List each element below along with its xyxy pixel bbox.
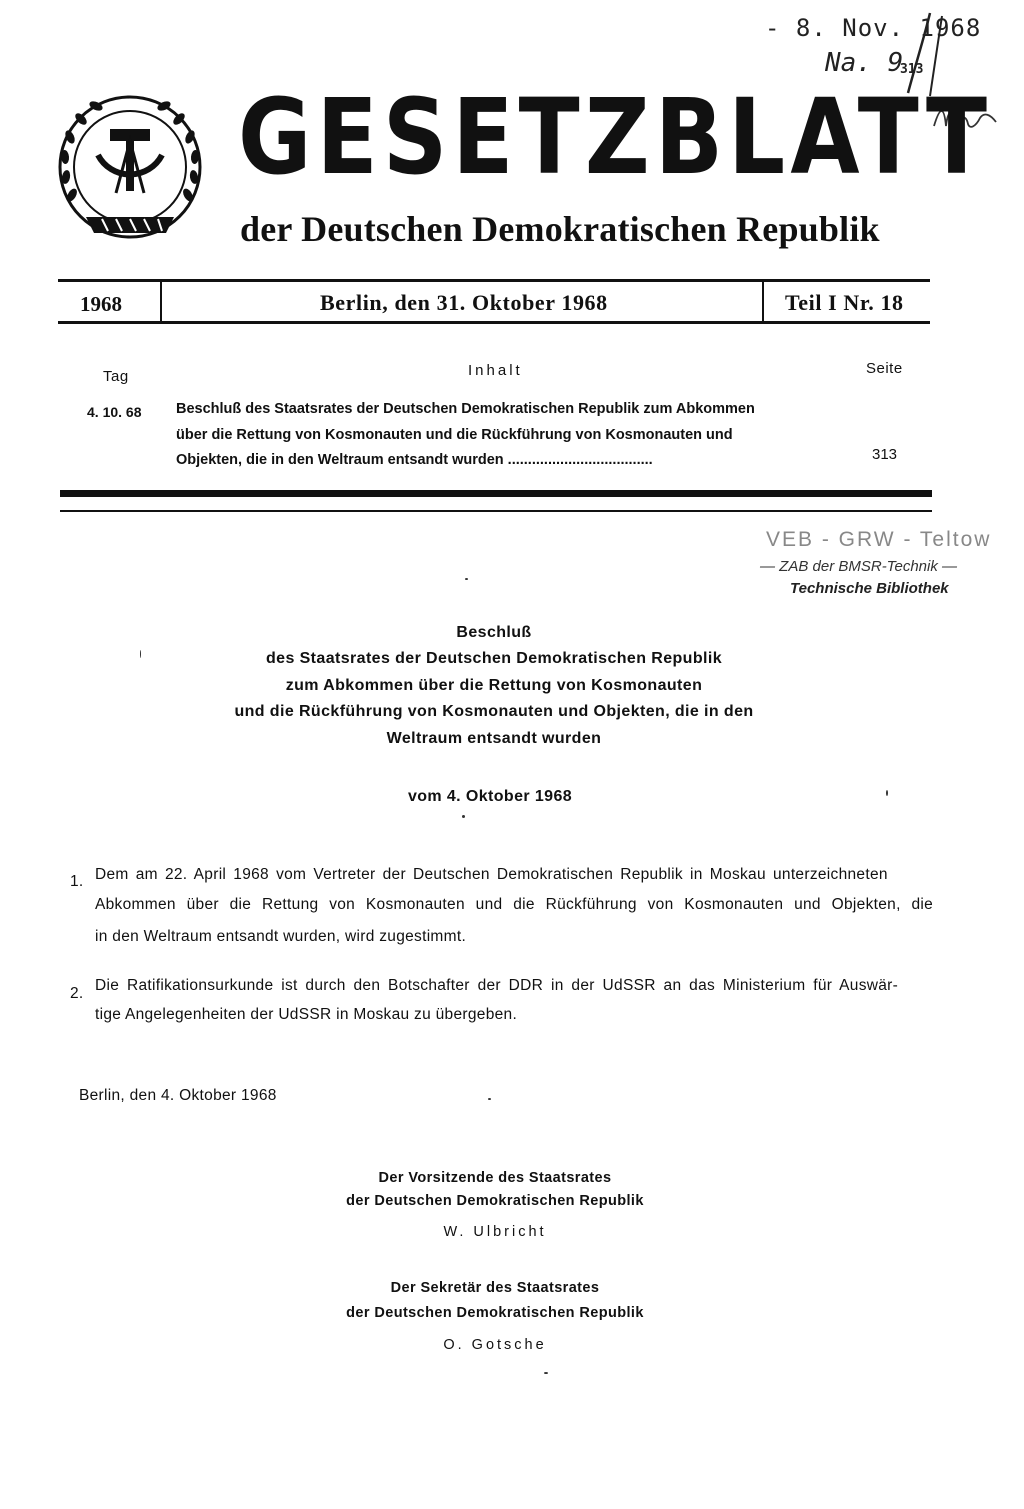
print-speck bbox=[488, 1098, 491, 1100]
paragraph-line: Abkommen über die Rettung von Kosmonauten und die Rückführung von Kosmonauten und Objekten, die bbox=[95, 896, 934, 913]
section-rule-thin bbox=[60, 510, 932, 512]
masthead-subtitle: der Deutschen Demokratischen Republik bbox=[240, 209, 880, 249]
paragraph-line: in den Weltraum entsandt wurden, wird zugestimmt. bbox=[95, 928, 467, 945]
decree-title-line: des Staatsrates der Deutschen Demokratischen Republik bbox=[265, 650, 723, 667]
toc-column-page: Seite bbox=[866, 360, 903, 377]
receipt-page-handwritten: 313 bbox=[900, 62, 924, 77]
section-rule-thick bbox=[60, 490, 932, 497]
signatory-name: W. Ulbricht bbox=[443, 1224, 547, 1240]
signatory-name: O. Gotsche bbox=[443, 1337, 547, 1353]
masthead-title: GESETZBLATT bbox=[238, 76, 993, 198]
signing-place-date: Berlin, den 4. Oktober 1968 bbox=[79, 1087, 277, 1104]
decree-date: vom 4. Oktober 1968 bbox=[407, 788, 573, 805]
issue-bar-top-rule bbox=[58, 279, 930, 282]
signatory-title: der Deutschen Demokratischen Republik bbox=[346, 1193, 644, 1209]
paragraph-number: 2. bbox=[70, 985, 84, 1002]
paragraph-number: 1. bbox=[70, 873, 84, 890]
toc-entry-date: 4. 10. 68 bbox=[87, 404, 142, 420]
print-speck bbox=[465, 578, 468, 580]
issue-year: 1968 bbox=[80, 292, 122, 316]
print-speck bbox=[544, 1372, 548, 1374]
toc-entry-line: über die Rettung von Kosmonauten und die Rückführung von Kosmonauten und bbox=[176, 427, 733, 443]
receipt-number-handwritten: Na. 9 bbox=[825, 48, 904, 78]
paragraph-line: Die Ratifikationsurkunde ist durch den Botschafter der DDR in der UdSSR an das Ministerium für Auswär- bbox=[95, 977, 899, 994]
toc-entry-page: 313 bbox=[872, 446, 898, 463]
library-stamp-line: Technische Bibliothek bbox=[790, 580, 949, 597]
decree-title-line: Weltraum entsandt wurden bbox=[386, 730, 602, 747]
toc-column-content: Inhalt bbox=[468, 362, 523, 379]
library-stamp-line: VEB - GRW - Teltow bbox=[766, 528, 992, 551]
issue-bar-bottom-rule bbox=[58, 321, 930, 324]
decree-title-line: zum Abkommen über die Rettung von Kosmonauten bbox=[285, 677, 703, 694]
decree-heading: Beschluß bbox=[456, 624, 532, 641]
issue-number: Teil I Nr. 18 bbox=[785, 290, 904, 315]
decree-title-line: und die Rückführung von Kosmonauten und Objekten, die in den bbox=[234, 703, 754, 720]
toc-entry-line: Beschluß des Staatsrates der Deutschen Demokratischen Republik zum Abkommen bbox=[176, 401, 755, 417]
issue-place-date: Berlin, den 31. Oktober 1968 bbox=[320, 290, 608, 315]
toc-column-day: Tag bbox=[103, 368, 129, 385]
signatory-title: Der Sekretär des Staatsrates bbox=[390, 1280, 600, 1296]
library-stamp-line: — ZAB der BMSR-Technik — bbox=[760, 558, 957, 575]
issue-bar-divider bbox=[160, 282, 162, 322]
paragraph-line: Dem am 22. April 1968 vom Vertreter der Deutschen Demokratischen Republik in Moskau unterzeichneten bbox=[95, 866, 888, 883]
receipt-date-stamp: - 8. Nov. 1968 bbox=[765, 14, 982, 42]
toc-entry-line: Objekten, die in den Weltraum entsandt wurden .................................... bbox=[176, 452, 653, 468]
signatory-title: der Deutschen Demokratischen Republik bbox=[346, 1305, 644, 1321]
signatory-title: Der Vorsitzende des Staatsrates bbox=[378, 1170, 612, 1186]
print-speck bbox=[462, 815, 465, 818]
state-emblem-icon bbox=[50, 85, 210, 255]
paragraph-line: tige Angelegenheiten der UdSSR in Moskau zu übergeben. bbox=[95, 1006, 518, 1023]
issue-bar-divider bbox=[762, 282, 764, 322]
